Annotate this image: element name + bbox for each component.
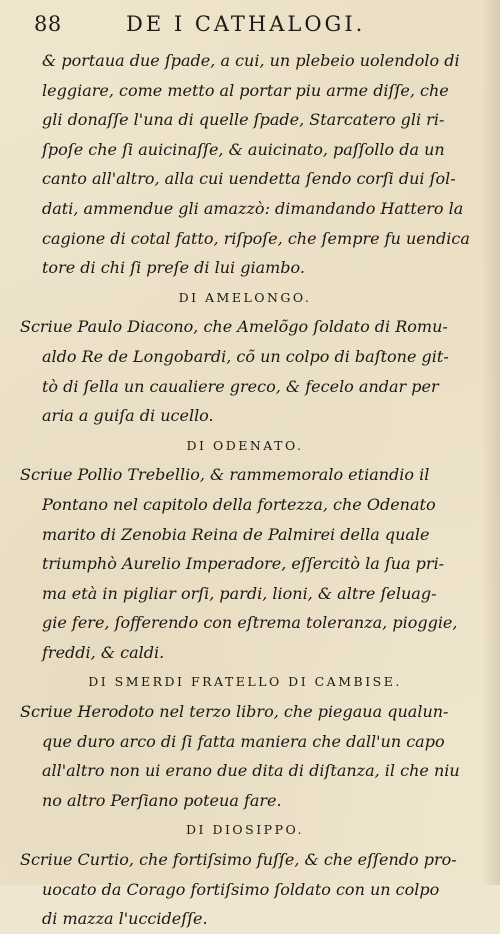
text-line: Scriue Herodoto nel terzo libro, che piegaua qualun- — [20, 702, 449, 722]
section-diosippo — [20, 815, 470, 933]
text-line: ma età in pigliar orſi, pardi, lioni, & altre ſeluag- — [42, 583, 437, 603]
section-odenato — [20, 431, 470, 668]
text-line: gie fere, ſofferendo con eſtrema toleranza, pioggie, — [42, 613, 458, 633]
section-smerdi — [20, 667, 470, 815]
page-header — [34, 8, 474, 38]
text-line: tore di chi ſi preſe di lui giambo. — [42, 258, 305, 278]
text-line: cagione di cotal fatto, riſpoſe, che ſempre fu uendica — [42, 228, 470, 248]
text-line: que duro arco di ſi fatta maniera che dall'un capo — [42, 731, 445, 751]
text-line: aldo Re de Longobardi, cõ un colpo di baſtone git- — [42, 346, 449, 366]
text-line: Scriue Pollio Trebellio, & rammemoralo etiandio il — [20, 465, 430, 485]
running-head: DE I CATHALOGI. — [126, 12, 366, 36]
text-line: Scriue Curtio, che fortiſsimo fuſſe, & che eſſendo pro- — [20, 850, 457, 870]
text-line: Pontano nel capitolo della fortezza, che Odenato — [42, 494, 436, 514]
text-line: freddi, & caldi. — [42, 642, 165, 662]
section-heading: DI AMELONGO. — [178, 289, 312, 305]
text-line: leggiare, come metto al portar piu arme diſſe, che — [42, 80, 449, 100]
text-line: all'altro non ui erano due dita di diſtanza, il che niu — [42, 761, 460, 781]
text-line: marito di Zenobia Reina de Palmirei della quale — [42, 524, 430, 544]
text-line: Scriue Paulo Diacono, che Amelõgo ſoldato di Romu- — [20, 317, 448, 337]
text-line: triumphò Aurelio Imperadore, eſſercitò la ſua pri- — [42, 554, 445, 574]
text-line: tò di ſella un caualiere greco, & fecelo andar per — [42, 376, 439, 396]
text-line: gli donaſſe l'una di quelle ſpade, Starcatero gli ri- — [42, 110, 445, 130]
text-line: di mazza l'uccideſſe. — [42, 909, 208, 929]
text-line: & portaua due ſpade, a cui, un plebeio uolendolo di — [42, 51, 460, 70]
text-line: aria a guiſa di ucello. — [42, 406, 214, 426]
section-heading: DI ODENATO. — [186, 437, 304, 453]
spine-shadow — [482, 0, 500, 885]
text-line: canto all'altro, alla cui uendetta ſendo corſi dui ſol- — [42, 169, 456, 189]
intro-paragraph — [42, 46, 470, 283]
section-heading: DI DIOSIPPO. — [186, 822, 304, 838]
page-number: 88 — [34, 12, 62, 36]
text-line: no altro Perſiano poteua fare. — [42, 790, 282, 810]
section-heading: DI SMERDI FRATELLO DI CAMBISE. — [88, 674, 402, 690]
text-line: uocato da Corago fortiſsimo ſoldato con un colpo — [42, 879, 440, 899]
section-amelongo — [20, 283, 470, 431]
text-line: ſpoſe che ſi auicinaſſe, & auicinato, paſſollo da un — [42, 139, 445, 159]
text-block — [20, 46, 470, 934]
text-line: dati, ammendue gli amazzò: dimandando Hattero la — [42, 198, 464, 218]
